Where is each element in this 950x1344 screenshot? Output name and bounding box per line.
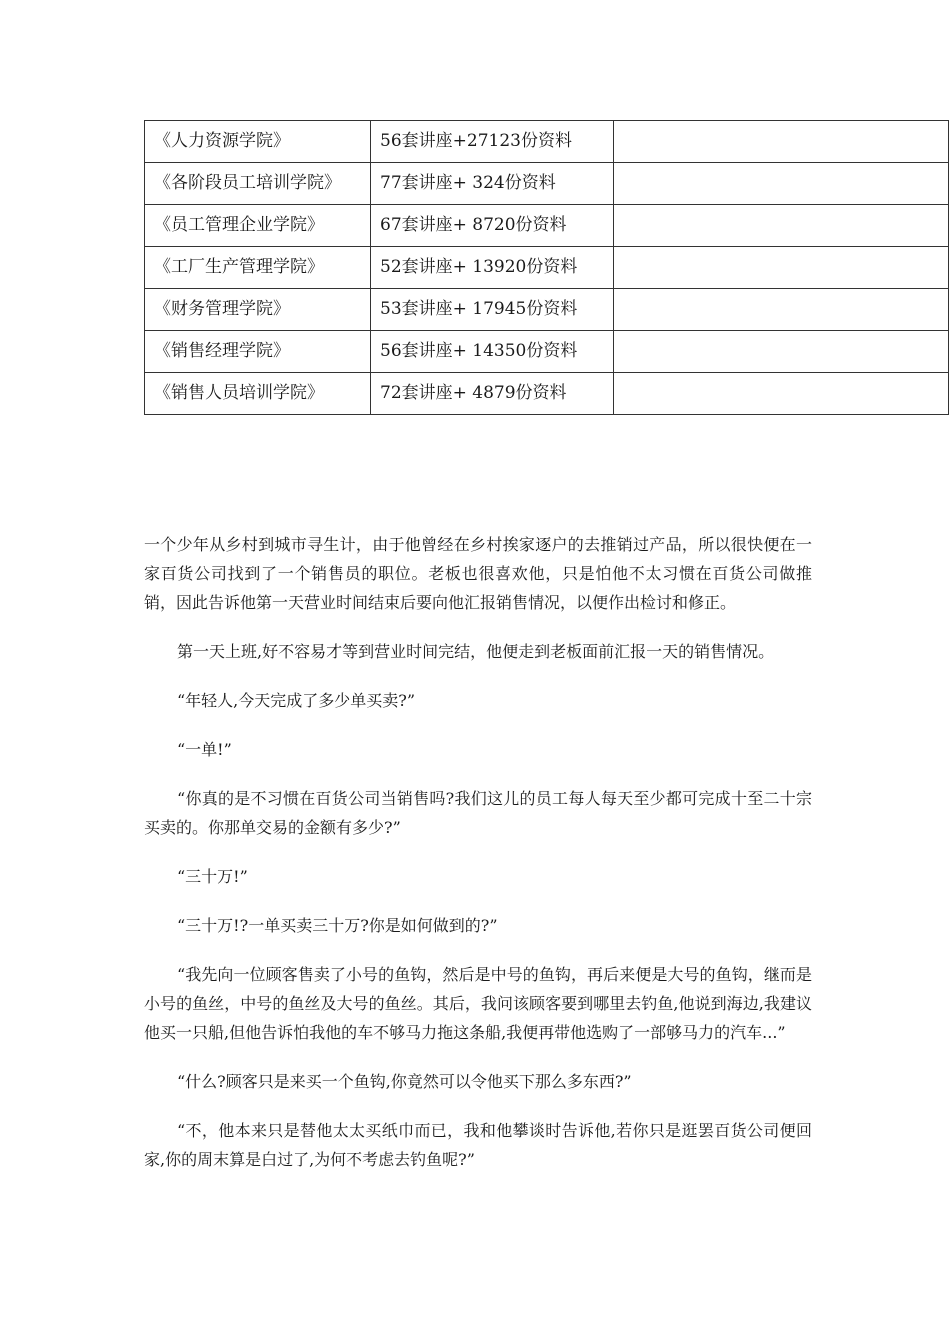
course-note-cell bbox=[614, 205, 949, 247]
course-note-cell bbox=[614, 121, 949, 163]
course-note-cell bbox=[614, 331, 949, 373]
dialogue-line: “什么?顾客只是来买一个鱼钩,你竟然可以令他买下那么多东西?” bbox=[177, 1072, 632, 1091]
course-name-cell: 《人力资源学院》 bbox=[145, 121, 371, 163]
story-text bbox=[144, 530, 812, 1194]
course-name-cell: 《销售人员培训学院》 bbox=[145, 373, 371, 415]
course-name-cell: 《各阶段员工培训学院》 bbox=[145, 163, 371, 205]
table-row bbox=[145, 163, 949, 205]
course-name-cell: 《财务管理学院》 bbox=[145, 289, 371, 331]
course-note-cell bbox=[614, 289, 949, 331]
course-content-cell: 77套讲座+ 324份资料 bbox=[371, 163, 614, 205]
course-content-cell: 52套讲座+ 13920份资料 bbox=[371, 247, 614, 289]
course-content-cell: 56套讲座+27123份资料 bbox=[371, 121, 614, 163]
table-row bbox=[145, 121, 949, 163]
dialogue-line: “你真的是不习惯在百货公司当销售吗?我们这儿的员工每人每天至少都可完成十至二十宗买卖的。你那单交易的金额有多少?” bbox=[144, 789, 812, 837]
course-name-cell: 《销售经理学院》 bbox=[145, 331, 371, 373]
table-row bbox=[145, 247, 949, 289]
course-note-cell bbox=[614, 373, 949, 415]
course-note-cell bbox=[614, 247, 949, 289]
course-note-cell bbox=[614, 163, 949, 205]
dialogue-line: “三十万!” bbox=[177, 867, 248, 886]
course-content-cell: 53套讲座+ 17945份资料 bbox=[371, 289, 614, 331]
course-content-cell: 67套讲座+ 8720份资料 bbox=[371, 205, 614, 247]
course-content-cell: 56套讲座+ 14350份资料 bbox=[371, 331, 614, 373]
course-name-cell: 《工厂生产管理学院》 bbox=[145, 247, 371, 289]
dialogue-line: “不，他本来只是替他太太买纸巾而已，我和他攀谈时告诉他,若你只是逛罢百货公司便回家,你的周末算是白过了,为何不考虑去钓鱼呢?” bbox=[144, 1121, 812, 1169]
dialogue-line: “年轻人,今天完成了多少单买卖?” bbox=[177, 691, 416, 710]
table-row bbox=[145, 331, 949, 373]
course-name-cell: 《员工管理企业学院》 bbox=[145, 205, 371, 247]
course-content-cell: 72套讲座+ 4879份资料 bbox=[371, 373, 614, 415]
table-row bbox=[145, 373, 949, 415]
table-row bbox=[145, 205, 949, 247]
story-paragraph: 一个少年从乡村到城市寻生计，由于他曾经在乡村挨家逐户的去推销过产品，所以很快便在一家百货公司找到了一个销售员的职位。老板也很喜欢他，只是怕他不太习惯在百货公司做推销，因此告诉他第一天营业时间结束后要向他汇报销售情况，以便作出检讨和修正。 bbox=[144, 535, 812, 612]
dialogue-line: “一单!” bbox=[177, 740, 232, 759]
course-table bbox=[144, 120, 949, 415]
dialogue-line: “我先向一位顾客售卖了小号的鱼钩，然后是中号的鱼钩，再后来便是大号的鱼钩，继而是小号的鱼丝，中号的鱼丝及大号的鱼丝。其后，我问该顾客要到哪里去钓鱼,他说到海边,我建议他买一只船,但他告诉怕我他的车不够马力拖这条船,我便再带他选购了一部够马力的汽车...” bbox=[144, 965, 812, 1042]
dialogue-line: “三十万!?一单买卖三十万?你是如何做到的?” bbox=[177, 916, 498, 935]
story-paragraph: 第一天上班,好不容易才等到营业时间完结，他便走到老板面前汇报一天的销售情况。 bbox=[177, 642, 775, 661]
table-row bbox=[145, 289, 949, 331]
